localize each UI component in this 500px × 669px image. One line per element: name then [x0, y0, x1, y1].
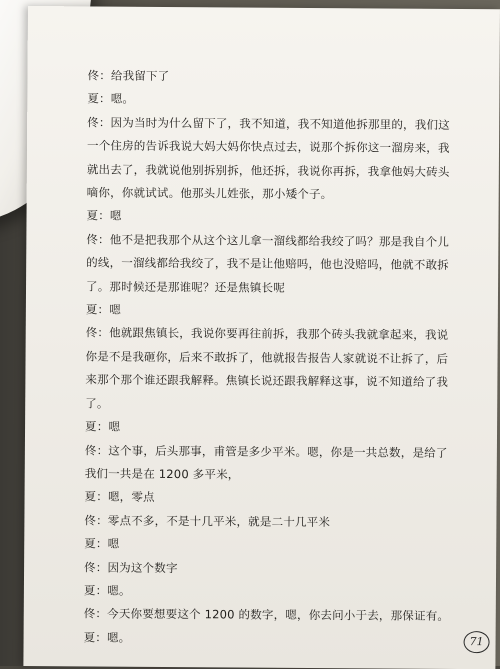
- transcript-line: 佟：今天你要想要这个 1200 的数字，嗯，你去问小于去，那保证有。: [83, 606, 450, 624]
- transcript-line: 佟：因为这个数字: [84, 559, 178, 575]
- transcript-line: 来那个那个谁还跟我解释。焦镇长说还跟我解释这事，说不知道给了我: [85, 372, 449, 390]
- transcript-line: 夏：嗯: [86, 208, 122, 224]
- transcript-line: 夏：嗯: [85, 302, 122, 317]
- transcript-line: 就出去了，我就说他别拆别拆，他还拆，我说你再拆，我拿他妈大砖头: [86, 162, 450, 179]
- transcript-line: 夏：嗯: [84, 536, 120, 551]
- transcript-line: 佟：这个事，后头那事，甫管是多少平米。嗯，你是一共总数，是给了: [84, 442, 448, 460]
- transcript-line: 佟：他不是把我那个从这个这儿拿一溜线都给我绞了吗？那是我自个儿: [86, 232, 450, 249]
- transcript-line: 佟：给我留下了: [87, 68, 170, 83]
- transcript-line: 佟：因为当时为什么留下了，我不知道，我不知道他拆那里的，我们这: [87, 115, 450, 132]
- transcript-line: 我们一共是在 1200 多平米，: [84, 466, 240, 482]
- transcript-line: 佟：零点不多，不是十几平米，就是二十几平米: [84, 513, 331, 529]
- transcript-line: 佟：他就跟焦镇长，我说你要再往前拆，我那个砖头我就拿起来，我说: [85, 325, 449, 343]
- transcript-line: 了。那时候还是那谁呢？还是焦镇长呢: [85, 279, 285, 295]
- transcript-line: 夏：嗯: [85, 419, 121, 434]
- transcript-line: 夏：嗯。: [87, 91, 135, 107]
- transcript-line: 夏：嗯。: [83, 583, 131, 598]
- transcript-line: 夏：嗯。: [83, 630, 131, 645]
- transcript-line: 了。: [85, 396, 109, 411]
- transcript-line: 一个住房的告诉我说大妈大妈你快点过去，说那个拆你这一溜房来，我: [86, 138, 450, 156]
- transcript-line: 的线，一溜线都给我绞了，我不是让他赔吗，他也没赔吗，他就不敢拆: [86, 255, 449, 273]
- document-page: [23, 6, 500, 669]
- transcript-line: 你是不是我砸你，后来不敢拆了，他就报告报告人家就说不让拆了，后: [85, 349, 449, 366]
- page-number: 71: [463, 631, 489, 653]
- transcript-line: 嘀你，你就试试。他那头儿姓张，那小矮个子。: [86, 185, 333, 202]
- transcript-body: [84, 64, 468, 652]
- transcript-line: 夏：嗯，零点: [84, 489, 155, 505]
